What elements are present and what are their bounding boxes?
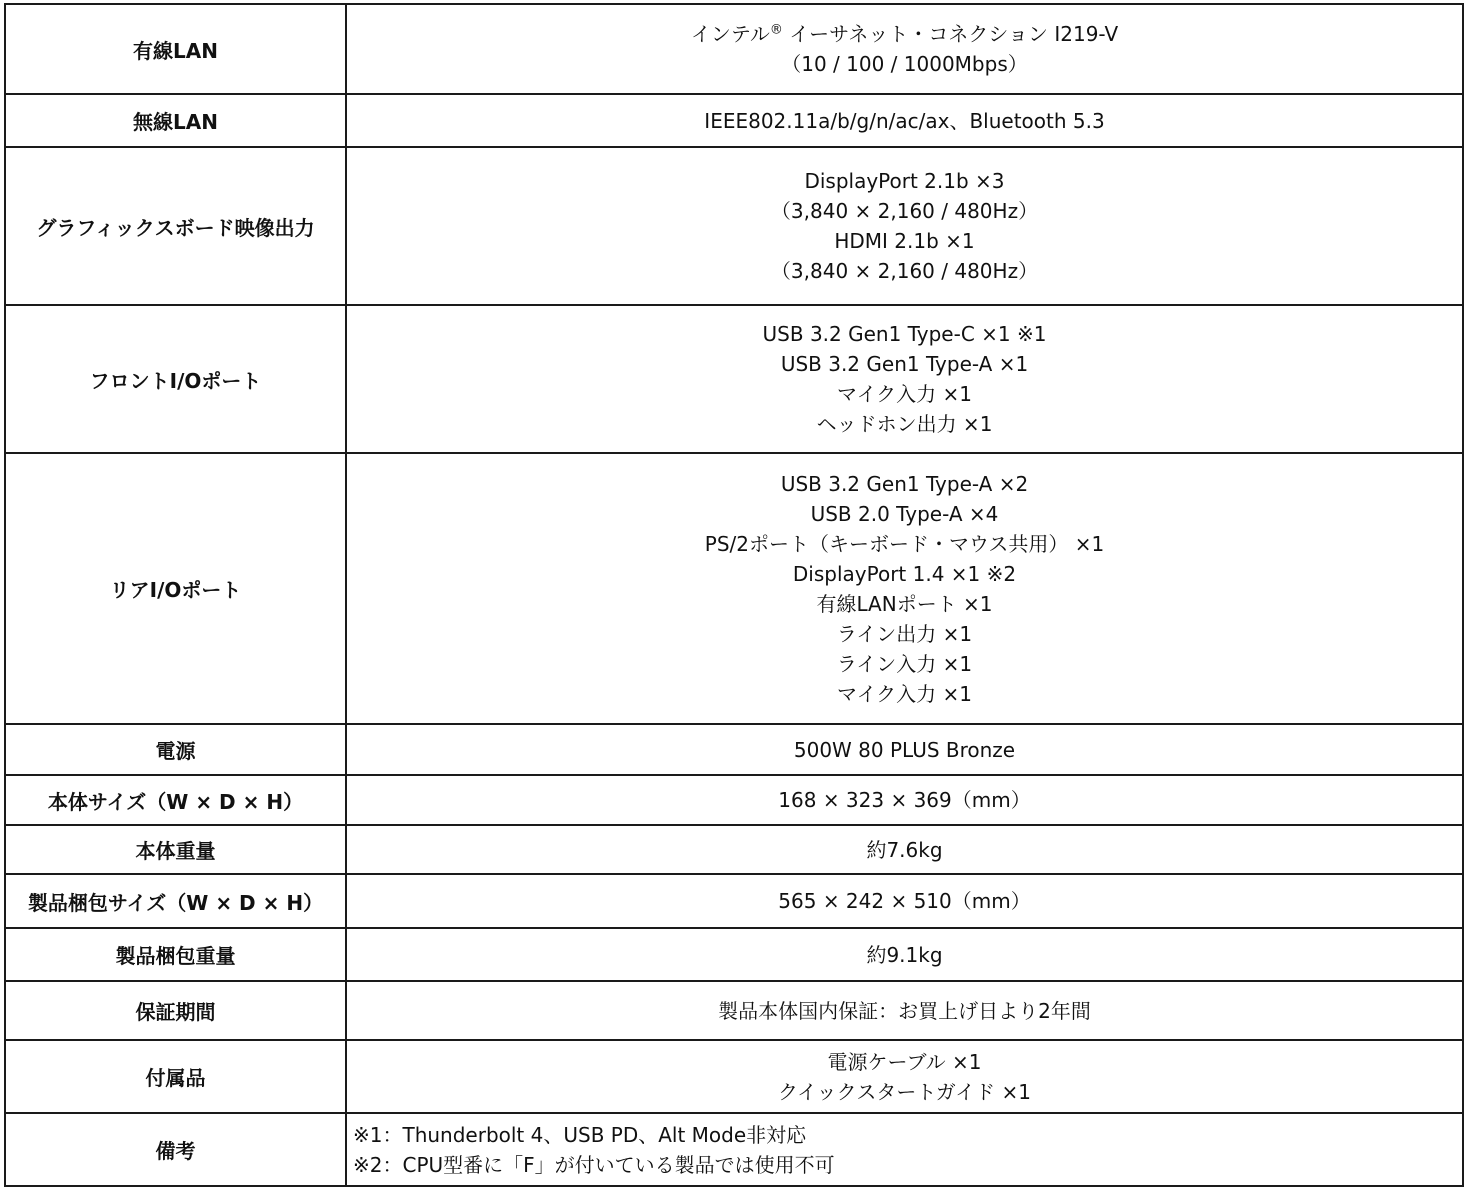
value-line: 製品本体国内保証：お買上げ日より2年間 — [718, 998, 1091, 1023]
spec-value — [346, 981, 1463, 1040]
spec-row-wired-lan — [5, 4, 1463, 94]
value-line: 500W 80 PLUS Bronze — [793, 737, 1016, 762]
value-line: USB 3.2 Gen1 Type-A ×1 — [780, 352, 1029, 376]
spec-label: 電源 — [5, 724, 346, 775]
value-line: ライン出力 ×1 — [836, 621, 973, 646]
spec-row-graphics-output — [5, 147, 1463, 305]
spec-row-power-supply — [5, 724, 1463, 775]
spec-label: 備考 — [5, 1113, 346, 1186]
spec-label: 本体重量 — [5, 825, 346, 874]
value-line: （3,840 × 2,160 / 480Hz） — [770, 259, 1039, 283]
value-line: IEEE802.11a/b/g/n/ac/ax、Bluetooth 5.3 — [704, 108, 1105, 133]
spec-row-package-weight — [5, 928, 1463, 981]
spec-value — [346, 874, 1463, 928]
value-line: 168 × 323 × 369（mm） — [778, 788, 1031, 812]
value-line: HDMI 2.1b ×1 — [834, 229, 975, 253]
spec-label: リアI/Oポート — [5, 453, 346, 724]
spec-row-warranty — [5, 981, 1463, 1040]
value-line: DisplayPort 1.4 ×1 ※2 — [792, 561, 1017, 586]
spec-value — [346, 4, 1463, 94]
spec-row-package-size — [5, 874, 1463, 928]
value-line: ※1：Thunderbolt 4、USB PD、Alt Mode非対応 — [353, 1122, 807, 1147]
spec-value — [346, 724, 1463, 775]
value-line: USB 3.2 Gen1 Type-C ×1 ※1 — [762, 322, 1047, 346]
value-line: ※2：CPU型番に「F」が付いている製品では使用不可 — [353, 1152, 835, 1177]
spec-row-accessories — [5, 1040, 1463, 1113]
value-line: マイク入力 ×1 — [836, 382, 973, 406]
spec-value — [346, 825, 1463, 874]
spec-row-rear-io — [5, 453, 1463, 724]
spec-row-body-size — [5, 775, 1463, 825]
value-line: ヘッドホン出力 ×1 — [816, 412, 993, 436]
value-line: ライン入力 ×1 — [836, 651, 973, 676]
spec-label: 製品梱包重量 — [5, 928, 346, 981]
value-line: 約7.6kg — [866, 837, 943, 862]
spec-row-wireless-lan — [5, 94, 1463, 147]
value-line: クイックスタートガイド ×1 — [777, 1079, 1032, 1104]
value-line: DisplayPort 2.1b ×3 — [804, 169, 1005, 193]
value-line: （3,840 × 2,160 / 480Hz） — [770, 199, 1039, 223]
spec-row-body-weight — [5, 825, 1463, 874]
value-line: 電源ケーブル ×1 — [827, 1049, 982, 1074]
spec-table — [4, 3, 1464, 1187]
value-line: PS/2ポート（キーボード・マウス共用） ×1 — [704, 531, 1105, 556]
spec-label: 付属品 — [5, 1040, 346, 1113]
spec-label: 本体サイズ（W × D × H） — [5, 775, 346, 825]
value-line: USB 3.2 Gen1 Type-A ×2 — [780, 471, 1029, 496]
spec-label: フロントI/Oポート — [5, 305, 346, 453]
spec-label: 無線LAN — [5, 94, 346, 147]
spec-value — [346, 94, 1463, 147]
registered-mark: ® — [769, 22, 783, 38]
spec-label: 保証期間 — [5, 981, 346, 1040]
spec-label: グラフィックスボード映像出力 — [5, 147, 346, 305]
value-line: マイク入力 ×1 — [836, 681, 973, 706]
value-line — [353, 19, 1456, 49]
value-line: USB 2.0 Type-A ×4 — [810, 501, 999, 526]
spec-label: 有線LAN — [5, 4, 346, 94]
value-line: 有線LANポート ×1 — [816, 591, 993, 616]
spec-value — [346, 1113, 1463, 1186]
value-line: 565 × 242 × 510（mm） — [778, 889, 1031, 913]
value-text: インテル — [690, 22, 770, 46]
spec-value — [346, 453, 1463, 724]
spec-value — [346, 147, 1463, 305]
spec-value — [346, 775, 1463, 825]
spec-value — [346, 1040, 1463, 1113]
value-line: （10 / 100 / 1000Mbps） — [781, 52, 1028, 76]
spec-value — [346, 305, 1463, 453]
value-line: 約9.1kg — [866, 942, 943, 967]
spec-row-front-io — [5, 305, 1463, 453]
spec-row-notes — [5, 1113, 1463, 1186]
spec-value — [346, 928, 1463, 981]
spec-label: 製品梱包サイズ（W × D × H） — [5, 874, 346, 928]
value-text: イーサネット・コネクション I219-V — [789, 22, 1119, 46]
